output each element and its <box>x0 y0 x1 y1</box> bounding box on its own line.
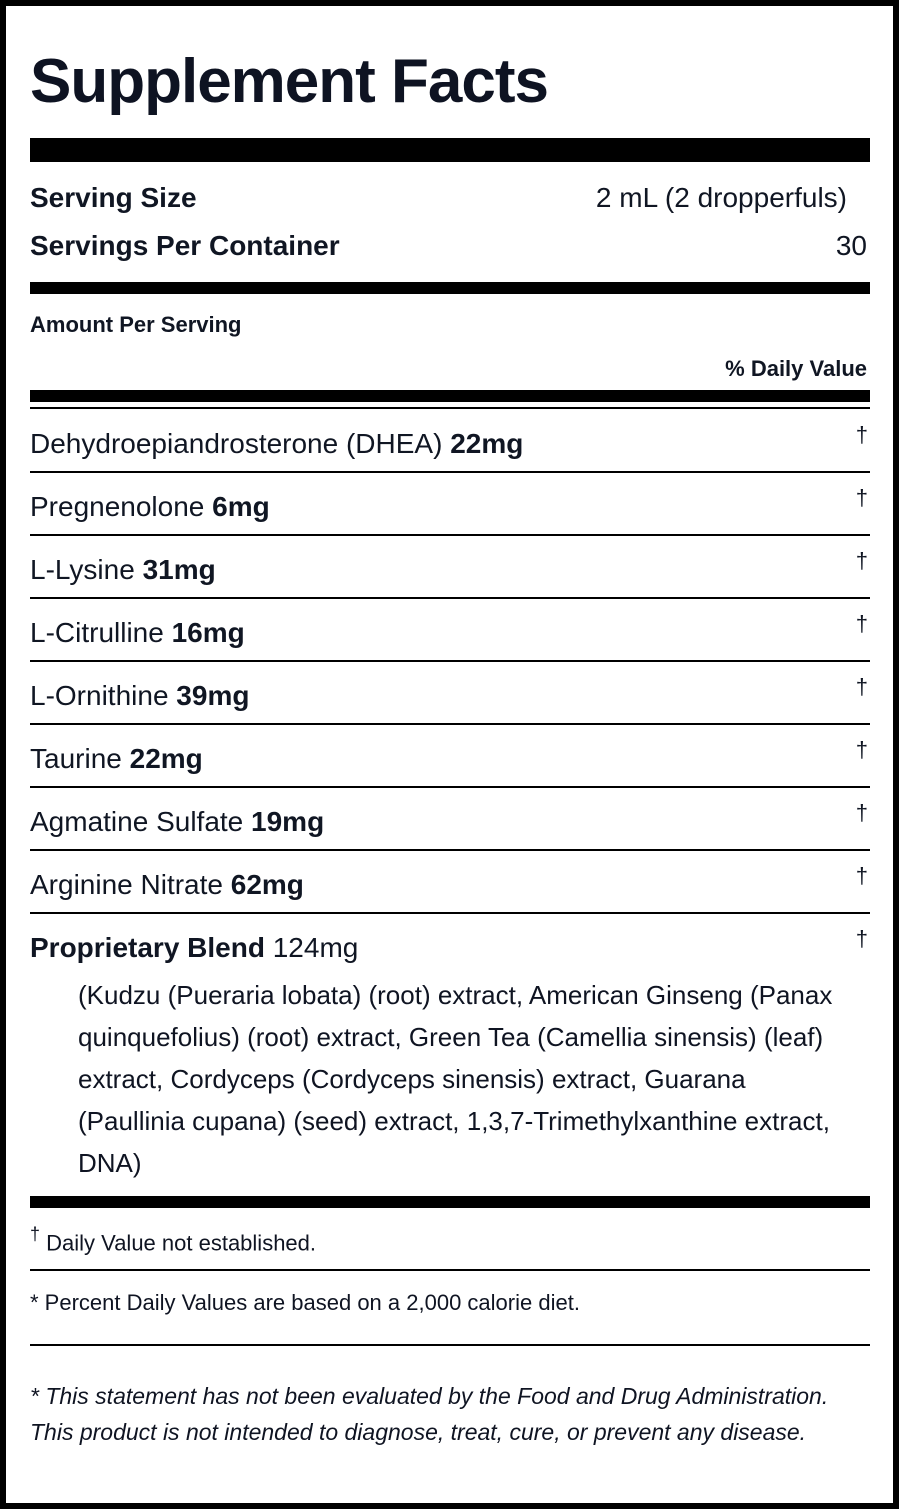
ingredient-name: Taurine <box>30 743 122 774</box>
dagger-mark: † <box>855 863 868 888</box>
dagger-mark: † <box>855 926 868 951</box>
ingredient-row <box>30 410 870 473</box>
ingredient-amount: 31mg <box>142 554 216 585</box>
ingredient-name: L-Citrulline <box>30 617 164 648</box>
daily-value-header: % Daily Value <box>725 356 867 381</box>
dagger-mark: † <box>855 548 868 573</box>
divider <box>30 407 870 409</box>
fda-disclaimer: * This statement has not been evaluated by the Food and Drug Administration. This product is not intended to diagnose, treat, cure, or prevent any disease. <box>30 1383 829 1445</box>
blend-name: Proprietary Blend <box>30 932 265 963</box>
ingredient-row <box>30 473 870 536</box>
divider <box>30 1269 870 1271</box>
ingredient-row <box>30 599 870 662</box>
dagger-mark: † <box>30 1224 41 1244</box>
daily-value-not-established: Daily Value not established. <box>46 1230 317 1256</box>
ingredient-row <box>30 851 870 914</box>
dagger-mark: † <box>855 422 868 447</box>
percent-daily-values-note: * Percent Daily Values are based on a 2,000 calorie diet. <box>30 1290 580 1315</box>
thick-divider-top <box>30 138 870 162</box>
divider <box>30 1344 870 1346</box>
dagger-mark: † <box>855 800 868 825</box>
dagger-mark: † <box>855 674 868 699</box>
dagger-mark: † <box>855 737 868 762</box>
ingredient-name: Dehydroepiandrosterone (DHEA) <box>30 428 443 459</box>
ingredient-row <box>30 662 870 725</box>
panel-title: Supplement Facts <box>30 47 548 116</box>
ingredient-amount: 6mg <box>212 491 270 522</box>
dagger-mark: † <box>855 611 868 636</box>
ingredient-name: L-Lysine <box>30 554 135 585</box>
ingredient-amount: 62mg <box>230 869 304 900</box>
ingredient-row <box>30 725 870 788</box>
ingredient-row <box>30 788 870 851</box>
ingredient-name: Arginine Nitrate <box>30 869 223 900</box>
ingredient-amount: 39mg <box>176 680 250 711</box>
ingredient-name: Agmatine Sulfate <box>30 806 244 837</box>
ingredient-name: L-Ornithine <box>30 680 169 711</box>
ingredient-amount: 22mg <box>450 428 524 459</box>
thick-divider-ingredients <box>30 390 870 402</box>
amount-per-serving-label: Amount Per Serving <box>30 312 242 337</box>
thick-divider-bottom <box>30 1196 870 1208</box>
dagger-mark: † <box>855 485 868 510</box>
blend-amount: 124mg <box>272 932 359 963</box>
ingredient-amount: 22mg <box>129 743 203 774</box>
servings-per-container-label: Servings Per Container <box>30 230 340 261</box>
serving-size-label: Serving Size <box>30 182 197 213</box>
medium-divider <box>30 282 870 294</box>
blend-description: (Kudzu (Pueraria lobata) (root) extract, American Ginseng (Panax quinquefolius) (root) extract, Green Tea (Camellia sinensis) (leaf) extract, Cordyceps (Cordyceps sinensis) extract, Guarana (Paullinia cupana) (seed) extract, 1,3,7-Trimethylxanthine extract, DNA) <box>78 980 833 1178</box>
ingredient-amount: 16mg <box>171 617 245 648</box>
daily-value-footnote <box>30 1226 316 1256</box>
serving-size-value: 2 mL (2 dropperfuls) <box>595 182 847 213</box>
proprietary-blend-row <box>30 914 870 977</box>
ingredient-name: Pregnenolone <box>30 491 205 522</box>
ingredient-amount: 19mg <box>251 806 325 837</box>
ingredient-row <box>30 536 870 599</box>
servings-per-container-value: 30 <box>835 230 867 261</box>
